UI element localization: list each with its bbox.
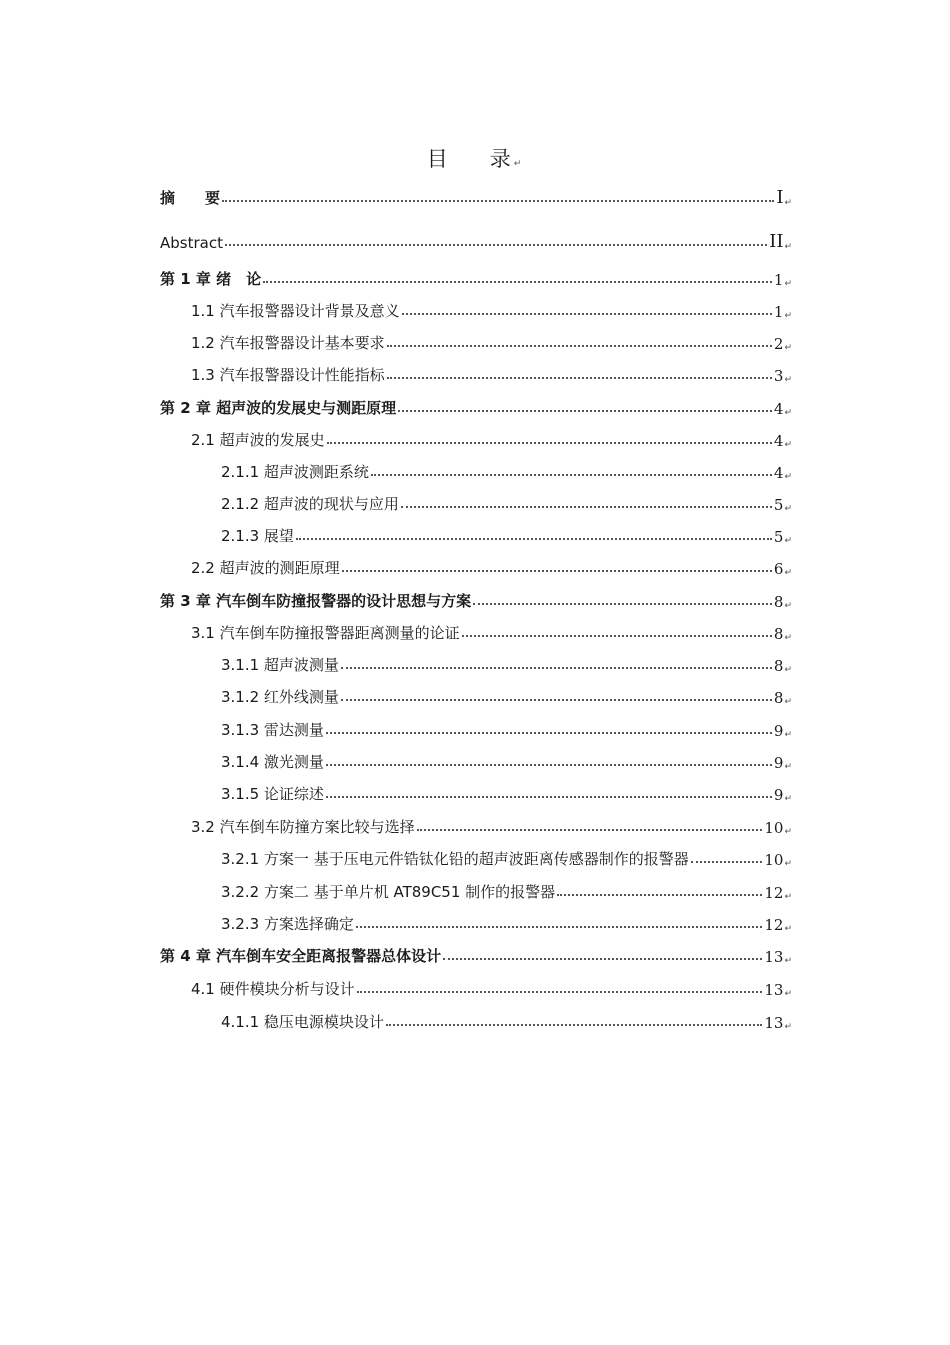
toc-entry[interactable] [160, 230, 792, 252]
toc-entry-label [221, 881, 555, 902]
toc-entry[interactable] [221, 524, 792, 546]
chapter-number: 第 4 章 [160, 947, 217, 965]
toc-page-number: 12 [764, 916, 784, 934]
toc-entry[interactable] [160, 396, 792, 418]
paragraph-mark-icon: ↵ [784, 956, 792, 966]
dot-leader [401, 506, 772, 508]
toc-page-number: 8 [773, 657, 784, 675]
paragraph-mark-icon: ↵ [784, 504, 792, 514]
toc-page-number: 8 [773, 593, 784, 611]
dot-leader [691, 861, 763, 863]
toc-entry-label [160, 234, 223, 252]
toc-entry[interactable] [191, 815, 792, 837]
toc-entry-label [191, 816, 415, 837]
toc-entry-text: 2.1.3 展望 [221, 527, 294, 545]
paragraph-mark-icon: ↵ [784, 859, 792, 869]
toc-entry[interactable] [191, 977, 792, 999]
toc-entry-label [221, 686, 339, 707]
toc-entry-label [191, 622, 460, 643]
toc-page-number: 1 [773, 271, 784, 289]
dot-leader [296, 538, 772, 540]
chapter-number: 第 2 章 [160, 399, 217, 417]
toc-entry[interactable] [160, 589, 792, 611]
paragraph-mark-icon: ↵ [784, 892, 792, 902]
paragraph-mark-icon: ↵ [784, 697, 792, 707]
toc-entry-label [191, 332, 385, 353]
toc-entry[interactable] [221, 653, 792, 675]
toc-entry-label [221, 783, 324, 804]
toc-page-number: 4 [773, 400, 784, 418]
toc-page-number: 4 [773, 464, 784, 482]
toc-entry[interactable] [160, 186, 792, 208]
paragraph-mark-icon: ↵ [784, 375, 792, 385]
toc-entry[interactable] [221, 460, 792, 482]
dot-leader [326, 764, 772, 766]
toc-entry[interactable] [191, 331, 792, 353]
paragraph-mark-icon: ↵ [784, 198, 792, 208]
toc-entry[interactable] [191, 299, 792, 321]
toc-entry-label [221, 654, 339, 675]
toc-entry-label [221, 913, 354, 934]
toc-entry-text: 超声波的发展史与测距原理 [216, 399, 397, 417]
toc-entry-text: 4.1.1 稳压电源模块设计 [221, 1013, 384, 1031]
dot-leader [342, 570, 772, 572]
dot-leader [341, 699, 772, 701]
dot-leader [557, 894, 762, 896]
title-char-1: 目 [426, 147, 450, 171]
toc-entry-label [191, 300, 400, 321]
title-char-2: 录 [489, 147, 513, 171]
toc-page-number: 10 [764, 851, 784, 869]
toc-entry-label [221, 719, 324, 740]
paragraph-mark-icon: ↵ [784, 472, 792, 482]
toc-entry-text: 3.2.2 方案二 基于单片机 AT89C51 制作的报警器 [221, 883, 556, 901]
page-title [0, 143, 950, 173]
toc-entry[interactable] [191, 428, 792, 450]
toc-entry-text: 3.1.2 红外线测量 [221, 688, 339, 706]
toc-entry[interactable] [221, 847, 792, 869]
paragraph-mark-icon: ↵ [784, 794, 792, 804]
paragraph-mark-icon: ↵ [784, 568, 792, 578]
toc-page-number: I [776, 187, 784, 208]
toc-entry-text: 3.1 汽车倒车防撞报警器距离测量的论证 [191, 624, 460, 642]
toc-entry[interactable] [191, 363, 792, 385]
toc-page-number: 8 [773, 625, 784, 643]
toc-entry-text: 1.1 汽车报警器设计背景及意义 [191, 302, 400, 320]
paragraph-mark-icon: ↵ [784, 827, 792, 837]
toc-entry-text: 3.2.3 方案选择确定 [221, 915, 354, 933]
toc-entry-text: 汽车倒车防撞报警器的设计思想与方案 [216, 592, 472, 610]
toc-entry[interactable] [221, 492, 792, 514]
toc-entry-text: 1.2 汽车报警器设计基本要求 [191, 334, 385, 352]
paragraph-mark-icon: ↵ [784, 989, 792, 999]
dot-leader [398, 410, 772, 412]
toc-entry[interactable] [221, 1010, 792, 1032]
toc-entry-label [191, 429, 325, 450]
toc-entry-label [221, 751, 324, 772]
toc-entry-text: 2.2 超声波的测距原理 [191, 559, 340, 577]
paragraph-mark-icon: ↵ [784, 279, 792, 289]
toc-entry[interactable] [160, 944, 792, 966]
toc-page-number: 5 [773, 528, 784, 546]
toc-entry-text: 2.1 超声波的发展史 [191, 431, 325, 449]
toc-page-number: 13 [764, 948, 784, 966]
toc-entry-text: 4.1 硬件模块分析与设计 [191, 980, 355, 998]
toc-entry-text: 3.1.5 论证综述 [221, 785, 324, 803]
dot-leader [326, 732, 772, 734]
paragraph-mark-icon: ↵ [784, 601, 792, 611]
toc-entry-text: 3.1.3 雷达测量 [221, 721, 324, 739]
toc-entry[interactable] [160, 267, 792, 289]
dot-leader [462, 635, 772, 637]
toc-page-number: 9 [773, 754, 784, 772]
toc-entry[interactable] [221, 750, 792, 772]
toc-page-number: 1 [773, 303, 784, 321]
toc-page-number: 13 [764, 981, 784, 999]
paragraph-mark-icon: ↵ [513, 159, 524, 169]
dot-leader [225, 244, 767, 246]
toc-entry[interactable] [221, 718, 792, 740]
toc-entry-label [221, 461, 369, 482]
chapter-number: 第 3 章 [160, 592, 217, 610]
toc-entry[interactable] [221, 912, 792, 934]
dot-leader [341, 667, 772, 669]
toc-page-number: 5 [773, 496, 784, 514]
toc-page-number: 3 [773, 367, 784, 385]
toc-page-number: 4 [773, 432, 784, 450]
dot-leader [371, 474, 772, 476]
toc-entry-text: 汽车倒车安全距离报警器总体设计 [216, 947, 442, 965]
paragraph-mark-icon: ↵ [784, 343, 792, 353]
toc-entry-label [221, 493, 399, 514]
toc-entry-text: 2.1.2 超声波的现状与应用 [221, 495, 399, 513]
dot-leader [386, 1024, 762, 1026]
paragraph-mark-icon: ↵ [784, 730, 792, 740]
toc-page-number: 6 [773, 560, 784, 578]
toc-entry[interactable] [221, 685, 792, 707]
toc-entry-label [160, 187, 220, 208]
toc-entry-text: 3.2 汽车倒车防撞方案比较与选择 [191, 818, 415, 836]
dot-leader [326, 796, 772, 798]
dot-leader [263, 281, 772, 283]
paragraph-mark-icon: ↵ [784, 408, 792, 418]
toc-entry-label [221, 525, 294, 546]
toc-entry-text: 绪 论 [216, 270, 262, 288]
dot-leader [222, 200, 774, 202]
toc-entry-text: Abstract [160, 234, 223, 252]
paragraph-mark-icon: ↵ [784, 536, 792, 546]
toc-entry[interactable] [191, 621, 792, 643]
toc-page-number: 2 [773, 335, 784, 353]
toc-entry[interactable] [191, 556, 792, 578]
paragraph-mark-icon: ↵ [784, 242, 792, 252]
toc-entry-text: 3.1.4 激光测量 [221, 753, 324, 771]
paragraph-mark-icon: ↵ [784, 924, 792, 934]
toc-entry-label [191, 364, 385, 385]
paragraph-mark-icon: ↵ [784, 440, 792, 450]
toc-entry-label [191, 557, 340, 578]
toc-entry-label [221, 1011, 384, 1032]
dot-leader [443, 958, 762, 960]
dot-leader [402, 313, 772, 315]
toc-entry[interactable] [221, 880, 792, 902]
toc-entry-label [160, 590, 471, 611]
chapter-number: 第 1 章 [160, 270, 217, 288]
toc-page-number: 10 [764, 819, 784, 837]
toc-page-number: 9 [773, 722, 784, 740]
toc-entry-label [160, 397, 396, 418]
dot-leader [356, 926, 762, 928]
toc-entry[interactable] [221, 782, 792, 804]
toc-page-number: II [769, 231, 784, 252]
paragraph-mark-icon: ↵ [784, 633, 792, 643]
paragraph-mark-icon: ↵ [784, 1022, 792, 1032]
dot-leader [327, 442, 772, 444]
paragraph-mark-icon: ↵ [784, 311, 792, 321]
toc-entry-text: 3.1.1 超声波测量 [221, 656, 339, 674]
toc-entry-text: 摘 要 [160, 189, 221, 207]
dot-leader [387, 377, 772, 379]
dot-leader [417, 829, 763, 831]
toc-entry-text: 2.1.1 超声波测距系统 [221, 463, 369, 481]
toc-entry-label [191, 978, 355, 999]
toc-entry-text: 3.2.1 方案一 基于压电元件锆钛化铅的超声波距离传感器制作的报警器 [221, 850, 689, 868]
toc-entry-text: 1.3 汽车报警器设计性能指标 [191, 366, 385, 384]
paragraph-mark-icon: ↵ [784, 762, 792, 772]
toc-page-number: 8 [773, 689, 784, 707]
toc-entry-label [160, 945, 441, 966]
toc-entry-label [160, 268, 261, 289]
dot-leader [357, 991, 763, 993]
toc-page-number: 9 [773, 786, 784, 804]
paragraph-mark-icon: ↵ [784, 665, 792, 675]
toc-page-number: 12 [764, 884, 784, 902]
toc-page-number: 13 [764, 1014, 784, 1032]
dot-leader [387, 345, 772, 347]
dot-leader [473, 603, 772, 605]
toc-entry-label [221, 848, 689, 869]
